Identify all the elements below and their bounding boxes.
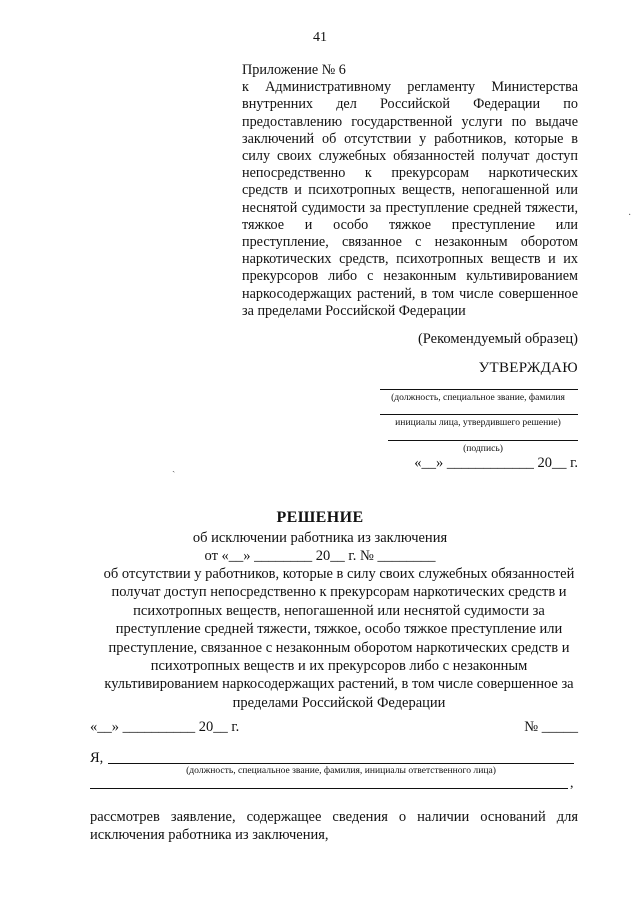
decision-from-line: от «__» ________ 20__ г. № ________ [204, 548, 436, 564]
appendix-block [242, 62, 578, 320]
official-line-1 [108, 763, 574, 764]
page-number: 41 [313, 30, 327, 45]
official-prefix: Я, [90, 750, 104, 766]
scan-mark: ˏ [172, 462, 176, 473]
recommended-sample-label: (Рекомендуемый образец) [417, 331, 578, 347]
approval-heading: УТВЕРЖДАЮ [478, 360, 578, 376]
decision-title: РЕШЕНИЕ [276, 509, 364, 526]
approval-line-1 [380, 389, 578, 390]
appendix-title: Приложение № 6 [242, 62, 346, 78]
decision-date-field: «__» __________ 20__ г. [90, 719, 240, 735]
scan-mark: · [628, 210, 632, 221]
decision-body: об отсутствии у работников, которые в силу своих служебных обязанностей получат доступ непосредственно к прекурсорам наркотических средств и психотропных веществ, непогашенной или неснятой судимости за преступление средней тяжести, тяжкое, особо тяжкое преступление или преступление, связанное с незаконным оборотом наркотических средств и психотропных веществ и их прекурсоров либо с незаконным культивированием наркосодержащих растений, в том числе совершенное за пределами Российской Федерации [103, 566, 575, 711]
approval-caption-1: (должность, специальное звание, фамилия [391, 392, 565, 403]
official-comma: , [570, 776, 574, 791]
approval-date: «__» ____________ 20__ г. [414, 455, 578, 471]
approval-line-2 [380, 414, 578, 415]
decision-subtitle: об исключении работника из заключения [192, 530, 448, 546]
signature-caption: (подпись) [463, 443, 503, 454]
official-caption: (должность, специальное звание, фамилия, инициалы ответственного лица) [186, 765, 496, 776]
appendix-text: к Административному регламенту Министерства внутренних дел Российской Федерации по предоставлению государственной услуги по выдаче заключений об отсутствии у работников, которые в силу своих служебных обязанностей получат доступ непосредственно к прекурсорам наркотических средств и психотропных веществ, непогашенной или неснятой судимости за преступление средней тяжести, тяжкое и особо тяжкое преступление или преступление, связанное с незаконным оборотом наркотических средств, психотропных веществ и их прекурсоров либо с незаконным культивированием наркосодержащих растений, в том числе совершенное за пределами Российской Федерации [242, 79, 578, 319]
approval-caption-2: инициалы лица, утвердившего решение) [395, 417, 561, 428]
signature-line [388, 440, 578, 441]
consideration-paragraph: рассмотрев заявление, содержащее сведения о наличии оснований для исключения работника из заключения, [90, 809, 578, 844]
official-line-2 [90, 788, 568, 789]
decision-number-field: № _____ [524, 719, 578, 735]
